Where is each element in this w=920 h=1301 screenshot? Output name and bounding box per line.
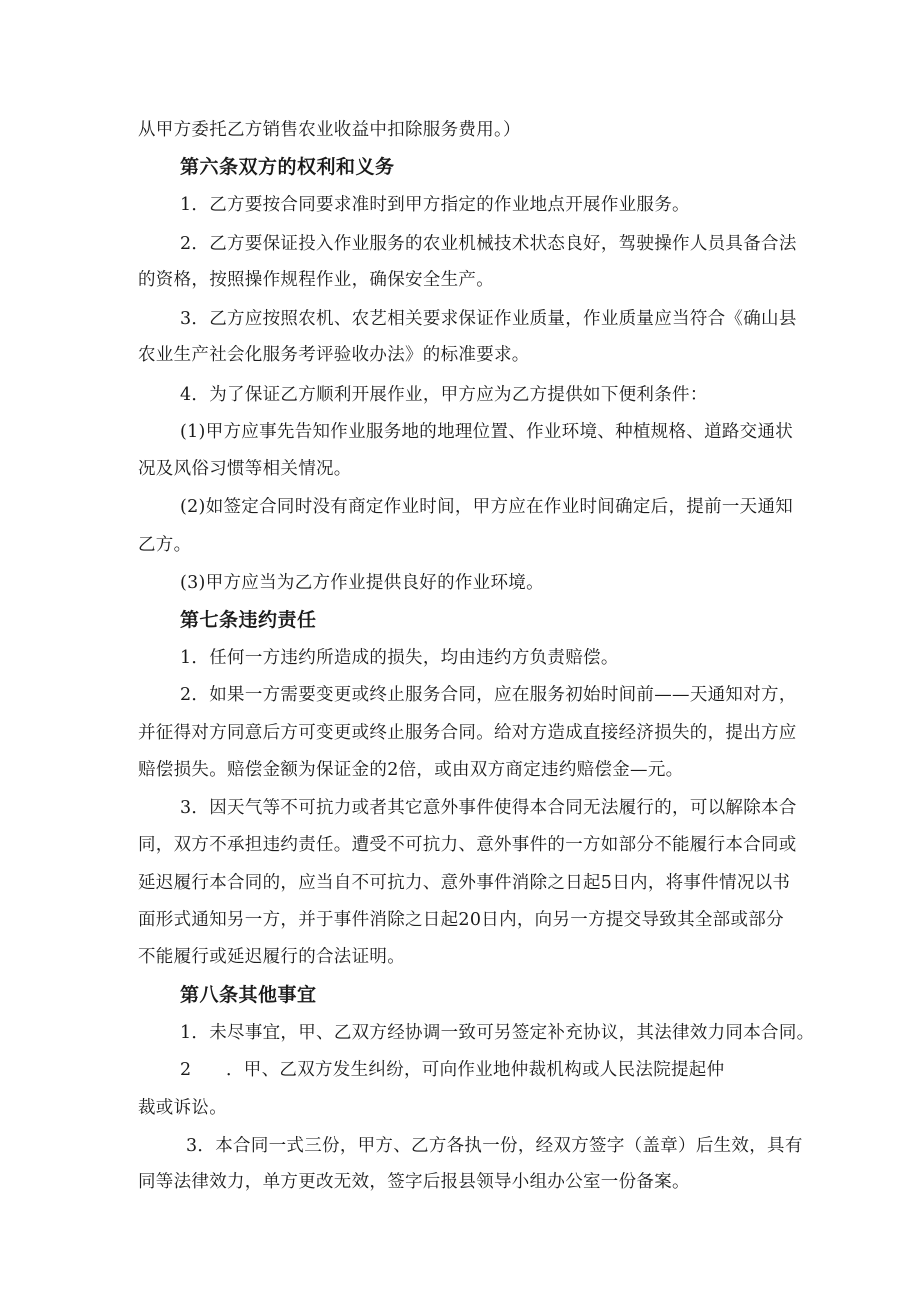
art7-clause-2-line-3: 赔偿损失。赔偿金额为保证金的2倍，或由双方商定违约赔偿金—元。 xyxy=(138,760,684,780)
intro-line: 从甲方委托乙方销售农业收益中扣除服务费用。） xyxy=(138,120,521,140)
art7-clause-2-line-1: 2．如果一方需要变更或终止服务合同，应在服务初始时间前——天通知对方， xyxy=(180,685,797,705)
art7-clause-3-line-2: 同，双方不承担违约责任。遭受不可抗力、意外事件的一方如部分不能履行本合同或 xyxy=(138,835,797,855)
art6-clause-2-line-1: 2．乙方要保证投入作业服务的农业机械技术状态良好，驾驶操作人员具备合法 xyxy=(180,234,797,254)
article-8-heading: 第八条其他事宜 xyxy=(180,984,317,1006)
art8-clause-2-line-1: ．甲、乙双方发生纠纷，可向作业地仲裁机构或人民法院提起仲 xyxy=(226,1060,725,1080)
art6-clause-2-line-2: 的资格，按照操作规程作业，确保安全生产。 xyxy=(138,270,494,290)
art6-sub-2-line-1: (2)如签定合同时没有商定作业时间，甲方应在作业时间确定后，提前一天通知 xyxy=(180,497,794,517)
art6-sub-1-line-2: 况及风俗习惯等相关情况。 xyxy=(138,459,352,479)
art6-sub-2-line-2: 乙方。 xyxy=(138,535,192,555)
art8-clause-2-number: 2 xyxy=(180,1060,192,1080)
art7-clause-3-line-1: 3．因天气等不可抗力或者其它意外事件使得本合同无法履行的，可以解除本合 xyxy=(180,798,797,818)
art6-clause-4: 4．为了保证乙方顺利开展作业，甲方应为乙方提供如下便利条件： xyxy=(180,385,708,405)
art6-sub-3: (3)甲方应当为乙方作业提供良好的作业环境。 xyxy=(180,573,544,593)
article-7-heading: 第七条违约责任 xyxy=(180,609,317,631)
art8-clause-1: 1．未尽事宜，甲、乙双方经协调一致可另签定补充协议，其法律效力同本合同。 xyxy=(180,1023,815,1043)
art7-clause-2-line-2: 并征得对方同意后方可变更或终止服务合同。给对方造成直接经济损失的，提出方应 xyxy=(138,723,797,743)
art7-clause-3-line-5: 不能履行或延迟履行的合法证明。 xyxy=(138,947,405,967)
art7-clause-3-line-3: 延迟履行本合同的，应当自不可抗力、意外事件消除之日起5日内，将事件情况以书 xyxy=(138,873,791,893)
art6-clause-3-line-2: 农业生产社会化服务考评验收办法》的标准要求。 xyxy=(138,345,530,365)
art7-clause-1: 1．任何一方违约所造成的损失，均由违约方负责赔偿。 xyxy=(180,648,619,668)
art6-sub-1-line-1: (1)甲方应事先告知作业服务地的地理位置、作业环境、种植规格、道路交通状 xyxy=(180,422,794,442)
art6-clause-3-line-1: 3．乙方应按照农机、农艺相关要求保证作业质量，作业质量应当符合《确山县 xyxy=(180,309,797,329)
art8-clause-3-line-1: 3．本合同一式三份，甲方、乙方各执一份，经双方签字（盖章）后生效，具有 xyxy=(186,1136,803,1156)
article-6-heading: 第六条双方的权利和义务 xyxy=(180,156,395,178)
art6-clause-1: 1．乙方要按合同要求准时到甲方指定的作业地点开展作业服务。 xyxy=(180,195,690,215)
art8-clause-2-line-2: 裁或诉讼。 xyxy=(138,1098,227,1118)
art7-clause-3-line-4: 面形式通知另一方，并于事件消除之日起20日内，向另一方提交导致其全部或部分 xyxy=(138,910,784,930)
art8-clause-3-line-2: 同等法律效力，单方更改无效，签字后报县领导小组办公室一份备案。 xyxy=(138,1172,690,1192)
